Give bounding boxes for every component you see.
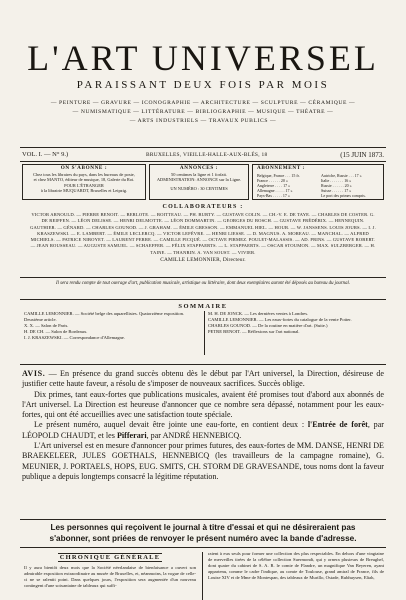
- divider: [20, 147, 386, 148]
- announcement-text: , par LÉOPOLD CHAUDT, et les: [22, 420, 384, 440]
- announcement-text: Le présent numéro, auquel devait être jointe une eau-forte, en contient deux :: [34, 420, 308, 430]
- rate-row: France . . . . . . 20 »: [257, 178, 288, 183]
- issue-date: (15 JUIN 1873.: [340, 151, 384, 159]
- box-line: Chez tous les libraires du pays, dans les bureaux de poste,: [33, 171, 135, 177]
- print-title: l'Entrée de forêt: [307, 420, 368, 430]
- advertising-box: [149, 164, 249, 200]
- summary-item: PETRE BENOIT. — Réflexions sur l'art national.: [208, 329, 300, 335]
- rate-row: Angleterre . . . . 17 »: [257, 183, 291, 188]
- collaborators-list: [30, 212, 376, 263]
- summary-item: CHARLES GOUNOD. — De la routine en matière d'art. (Suite.): [208, 323, 328, 329]
- column-divider: [204, 311, 205, 355]
- rates-column: [321, 173, 381, 198]
- box-title: ABONNEMENT :: [257, 165, 305, 171]
- announcement-paragraph: Dix primes, tant eaux-fortes que publications musicales, avaient été promises tout d'abord aux abonnés de l'Art universel. La Direction est heureuse d'annoncer que ce nombre sera dépassé, notamment pour les eaux-fortes, qui ont été accueillies avec une satisfaction toute spéciale.: [22, 389, 384, 420]
- masthead-title: L'ART UNIVERSEL: [27, 38, 379, 78]
- summary-item: CAMILLE LEMONNIER. — Les eaux-fortes du catalogue de la vente Potter.: [208, 317, 352, 323]
- summary-item: M. H. DE JONCK. — Les dernières ventes à Londres.: [208, 311, 309, 316]
- divider: [20, 299, 386, 300]
- subjects-line: — ARTS INDUSTRIELS — TRAVAUX PUBLICS —: [129, 118, 277, 124]
- divider: [20, 519, 386, 520]
- chronicle-column-left: Il y aura bientôt deux mois que la Société néerlandaise de bienfaisance a ouvert son admirable exposition extraordinaire au musée de Bruxelles, et, néanmoins, la vogue de celle-ci ne se ralentit point. Dans quelques jours, l'exposition sera augmentée d'un nouveau contingent d'une soixantaine de tableaux qui suffi-: [24, 565, 196, 588]
- chronicle-column-right: raient à eux seuls pour former une collection des plus respectables. En dehors d'une vingtaine de merveilles tirées de la célèbre collection Suermondt, qui y ornera plusieurs de Breughel, dont quatre du cabinet de S. A. R. le comte de Flandre, un magnifique Van Beyeren, ayant appartenu, comme le cadre l'indique, au comte de Toulouse, grand amiral de France, fils de Louise XIV et de Mme de Montespan, des tableaux de Murillo, Ostade, Rubhuysen, Eliah,: [208, 551, 384, 580]
- rate-row: Le port des primes compris.: [321, 193, 366, 198]
- summary-table: [24, 311, 384, 356]
- announcement-paragraph: L'Art universel est en mesure d'annoncer pour primes futures, des eaux-fortes de MM. DANSE, HENRI DE BRAEKELEER, JULES GOETHALS, HENNEBICQ (les travailleurs de la campagne romaine), G. MEUNIER, J. PORTAELS, HOPS, EUG. SMITS, CH. STORM DE GRAVESANDE, tous noms dont la faveur publique a depuis longtemps consacré la légitime réputation.: [22, 441, 384, 481]
- chronicle-heading: [24, 554, 196, 561]
- rate-row: Italie . . . . . . . 16 »: [321, 178, 352, 183]
- announcement-text: — En présence du grand succès obtenu dès le début par l'Art universel, la Direction, désireuse de justifier cette haute faveur, a résolu de s'imposer de nouveaux sacrifices. Succès oblige.: [22, 369, 384, 389]
- rate-row: Suisse . . . . . . 17 »: [321, 188, 352, 193]
- dateline: [22, 150, 384, 160]
- announcement-paragraph: [22, 420, 384, 441]
- box-line: ADMINISTRATION: ANNONCE sur la Ligne.: [156, 177, 242, 183]
- divider: [20, 277, 386, 278]
- subscription-rates-box: [252, 164, 384, 200]
- box-line: POUR L'ÉTRANGER: [64, 182, 104, 188]
- subjects-line: — PEINTURE — GRAVURE — ICONOGRAPHIE — ARCHITECTURE — SCULPTURE — CÉRAMIQUE —: [50, 100, 356, 106]
- box-title: ON S'ABONNE :: [60, 165, 108, 171]
- review-notice: Il sera rendu compte de tout ouvrage d'art, publication musicale, artistique ou littéraire, dont deux exemplaires auront été déposés au bureau du journal.: [55, 281, 351, 286]
- collaborators-heading: COLLABORATEURS :: [162, 204, 244, 210]
- summary-item: X. X. — Salon de Paris.: [24, 323, 69, 329]
- collaborators-names: VICTOR ARNOULD. — PIERRE BENOIT. — BERLOTE. — BOITTEAU. — PH. BURTY. — GUSTAVE COLIN. — CH.-V. E. DE TAYE. — CHARLES DE COSTER. G. DE REIFFEN. — LÉON DELISSE. — HENRI DELMOTTE. — LÉON DOMMARTIN. — GEORGES DU BOSCH. — GUSTAVE FRÉDÉRIX. — HENNEQUIN. GAUTHIER. — GÉNARD. — CHARLES GOUNOD. — J. GRAHAM. — ÉMILE GRESSON. — EMMANUEL HIEL. — HOUR. — W. JANSSENS. LOUIS JOURS. — I. J. KRASZEWSKI. — E. LAMBERT. — ÉMILE LECLERCQ. — VICTOR LEFÈVRE. — HENRI LIESSE. — D. MAGNUS. A. MOREAU. — MANCHAL. — ALFRED MICHIELS. — PATRICE NIBOYET. — LAURENT PERRE. — CAMILLE PICQUÉ. — OCTAVE PIRMEZ. POULET-MALASSIS. — AD. PRINS. — GUSTAVE ROBERT. — JEAN ROUSSEAU. — AUGUSTE SAMUEL. — SCHAEFFER. — FÉLIX STAPPAERTS. — L. STAPPAERTS. — OSCAR STOUMON. — MAX. SULZBERGER. — H. TAINE. — THANRIN. A. VAN SOUST. — VIVIER.: [30, 212, 376, 255]
- rate-row: Allemagne . . . . . 17 »: [257, 188, 293, 193]
- subjects-list: [14, 99, 392, 126]
- subscription-info-box: [22, 164, 146, 200]
- summary-column-right: [208, 311, 384, 335]
- print-title: Pifferari: [116, 430, 147, 440]
- box-line: 50 centimes la ligne et 1 forfait.: [171, 171, 227, 177]
- announcement-body: [22, 369, 384, 482]
- box-line: à la librairie MUQUARDT, Bruxelles et Leipzig.: [40, 188, 128, 194]
- summary-item: H. DE CH. — Salon de Bordeaux.: [24, 329, 88, 335]
- divider: [20, 161, 386, 162]
- summary-column-left: [24, 311, 200, 341]
- rate-row: Belgique, France . . . 15 fr.: [257, 173, 300, 178]
- trial-notice-line: Les personnes qui reçoivent le journal à titre d'essai et qui ne désireraient pas: [50, 523, 356, 532]
- divider: [20, 547, 386, 548]
- column-divider: [202, 552, 203, 600]
- masthead-subtitle: PARAISSANT DEUX FOIS PAR MOIS: [76, 79, 330, 91]
- rate-row: Autriche, Russie . . . 17 »: [321, 173, 362, 178]
- rate-row: Russie . . . . . . 20 »: [321, 183, 352, 188]
- volume-number: VOL. I. — N° 9.): [22, 151, 69, 158]
- rates-column: [257, 173, 317, 198]
- announcement-text: , par ANDRÉ HENNEBICQ.: [146, 430, 242, 440]
- divider: [20, 364, 386, 365]
- trial-notice: [22, 523, 384, 544]
- director-line: CAMILLE LEMONNIER, Directeur.: [160, 257, 246, 264]
- box-line: et chez MANTO, éditeur de musique, 18, Galerie du Roi.: [33, 177, 135, 183]
- trial-notice-line: s'abonner, sont priées de renvoyer le présent numéro avec la bande d'adresse.: [49, 533, 357, 543]
- subjects-line: — NUMISMATIQUE — LITTÉRATURE — BIBLIOGRAPHIE — MUSIQUE — THÉATRE —: [72, 109, 334, 115]
- announcement-paragraph: [22, 369, 384, 390]
- box-title: ANNONCES :: [179, 165, 219, 171]
- summary-item: I. J. KRASZEWSKI. — Correspondance d'Allemagne.: [24, 335, 125, 341]
- chronicle-title: CHRONIQUE GÉNÉRALE: [59, 554, 161, 561]
- address: BRUXELLES, VIEILLE-HALLE-AUX-BLÉS, 18: [146, 152, 268, 158]
- box-line: UN NUMÉRO : 30 CENTIMES: [170, 185, 228, 191]
- summary-heading: SOMMAIRE: [178, 303, 228, 310]
- rate-row: Pays-Bas . . . . . 17 »: [257, 193, 290, 198]
- announcement-label: AVIS.: [22, 369, 46, 378]
- summary-item: CAMILLE LEMONNIER. — Société belge des aquarellistes. Quatorzième exposition. Deuxième article.: [24, 311, 185, 323]
